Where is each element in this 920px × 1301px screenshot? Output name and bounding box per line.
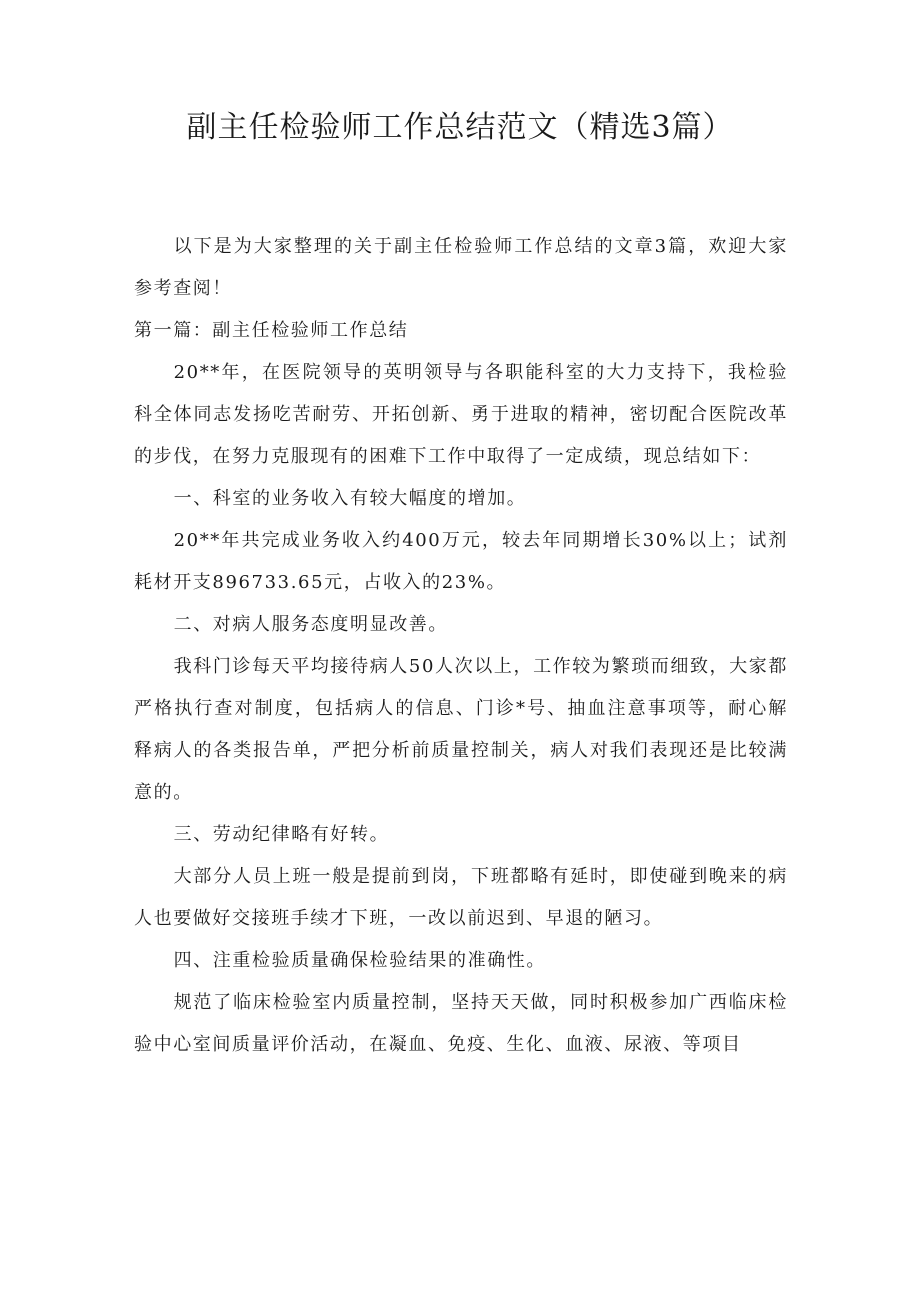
item-heading: 四、注重检验质量确保检验结果的准确性。 [173,950,546,971]
item-heading: 一、科室的业务收入有较大幅度的增加。 [173,488,527,509]
intro-paragraph: 以下是为大家整理的关于副主任检验师工作总结的文章3篇，欢迎大家参考查阅！ [134,236,788,299]
document-body [134,226,788,1066]
body-paragraph: 大部分人员上班一般是提前到岗，下班都略有延时，即使碰到晚来的病人也要做好交接班手续才下班，一改以前迟到、早退的陋习。 [134,866,788,929]
body-paragraph: 20**年，在医院领导的英明领导与各职能科室的大力支持下，我检验科全体同志发扬吃苦耐劳、开拓创新、勇于进取的精神，密切配合医院改革的步伐，在努力克服现有的困难下工作中取得了一定成绩，现总结如下： [134,362,788,467]
document-title: 副主任检验师工作总结范文（精选3篇） [186,110,734,145]
body-paragraph: 我科门诊每天平均接待病人50人次以上，工作较为繁琐而细致，大家都严格执行查对制度，包括病人的信息、门诊*号、抽血注意事项等，耐心解释病人的各类报告单，严把分析前质量控制关，病人对我们表现还是比较满意的。 [134,656,788,803]
body-paragraph: 20**年共完成业务收入约400万元，较去年同期增长30%以上；试剂耗材开支896733.65元，占收入的23%。 [134,530,788,593]
item-heading: 三、劳动纪律略有好转。 [173,824,390,845]
section-heading: 第一篇：副主任检验师工作总结 [134,320,409,341]
item-heading: 二、对病人服务态度明显改善。 [173,614,448,635]
body-paragraph: 规范了临床检验室内质量控制，坚持天天做，同时积极参加广西临床检验中心室间质量评价活动，在凝血、免疫、生化、血液、尿液、等项目 [134,992,788,1055]
